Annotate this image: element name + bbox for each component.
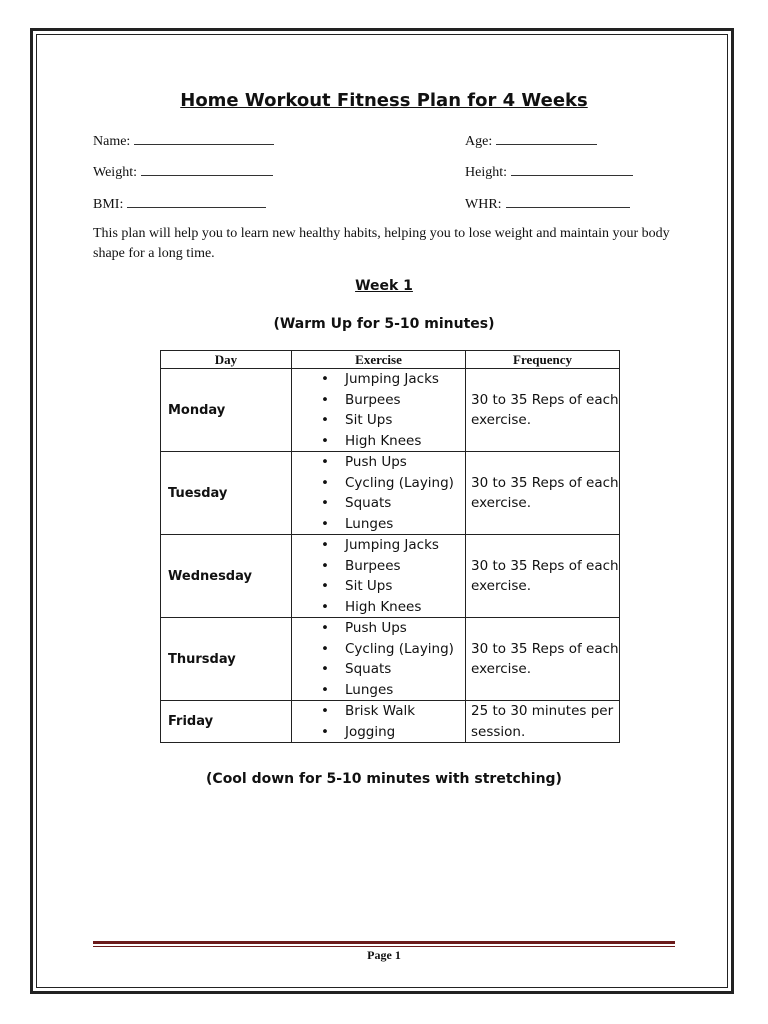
frequency-cell: 25 to 30 minutes per session. xyxy=(466,701,620,743)
name-blank[interactable] xyxy=(134,131,274,145)
exercise-cell xyxy=(292,535,466,618)
exercise-list xyxy=(292,369,465,451)
exercise-cell xyxy=(292,618,466,701)
name-field[interactable] xyxy=(93,131,274,150)
exercise-item: • Jumping Jacks xyxy=(345,535,465,556)
exercise-item: • High Knees xyxy=(345,597,465,618)
exercise-item: • Squats xyxy=(345,659,465,680)
exercise-item: • Brisk Walk xyxy=(345,701,465,722)
table-row xyxy=(161,452,620,535)
frequency-cell: 30 to 35 Reps of each exercise. xyxy=(466,452,620,535)
exercise-item: • Sit Ups xyxy=(345,410,465,431)
bmi-blank[interactable] xyxy=(127,194,266,208)
table-row xyxy=(161,535,620,618)
exercise-item: • Lunges xyxy=(345,680,465,701)
header-frequency: Frequency xyxy=(466,351,620,369)
cool-down-note: (Cool down for 5-10 minutes with stretching) xyxy=(206,771,562,787)
exercise-item: • Jogging xyxy=(345,722,465,743)
table-header-row xyxy=(161,351,620,369)
name-label: Name: xyxy=(93,134,131,149)
exercise-item: • Push Ups xyxy=(345,452,465,473)
exercise-item: • Cycling (Laying) xyxy=(345,639,465,660)
whr-label: WHR: xyxy=(465,197,502,212)
table-row xyxy=(161,618,620,701)
table-row xyxy=(161,701,620,743)
whr-field[interactable] xyxy=(465,194,630,213)
exercise-cell xyxy=(292,452,466,535)
exercise-list xyxy=(292,618,465,700)
exercise-item: • Squats xyxy=(345,493,465,514)
warm-up-note: (Warm Up for 5-10 minutes) xyxy=(273,316,495,332)
frequency-cell: 30 to 35 Reps of each exercise. xyxy=(466,369,620,452)
bmi-label: BMI: xyxy=(93,197,124,212)
weight-field[interactable] xyxy=(93,162,273,181)
whr-blank[interactable] xyxy=(506,194,630,208)
day-cell: Thursday xyxy=(161,618,292,701)
bmi-field[interactable] xyxy=(93,194,266,213)
workout-table xyxy=(160,350,620,743)
day-cell: Friday xyxy=(161,701,292,743)
exercise-cell xyxy=(292,701,466,743)
exercise-item: • Cycling (Laying) xyxy=(345,473,465,494)
day-cell: Wednesday xyxy=(161,535,292,618)
exercise-list xyxy=(292,535,465,617)
weight-label: Weight: xyxy=(93,165,137,180)
day-cell: Monday xyxy=(161,369,292,452)
exercise-item: • High Knees xyxy=(345,431,465,452)
exercise-item: • Burpees xyxy=(345,390,465,411)
exercise-list xyxy=(292,701,465,742)
age-field[interactable] xyxy=(465,131,597,150)
exercise-item: • Burpees xyxy=(345,556,465,577)
height-field[interactable] xyxy=(465,162,633,181)
exercise-item: • Sit Ups xyxy=(345,576,465,597)
weight-blank[interactable] xyxy=(141,162,273,176)
height-label: Height: xyxy=(465,165,507,180)
page-number: Page 1 xyxy=(367,948,401,962)
exercise-item: • Lunges xyxy=(345,514,465,535)
day-cell: Tuesday xyxy=(161,452,292,535)
intro-paragraph: This plan will help you to learn new healthy habits, helping you to lose weight and maintain your body shape for a long time. xyxy=(93,226,670,261)
age-blank[interactable] xyxy=(496,131,597,145)
footer-rule-thick xyxy=(93,941,675,944)
table-row xyxy=(161,369,620,452)
document-title: Home Workout Fitness Plan for 4 Weeks xyxy=(180,90,588,111)
exercise-cell xyxy=(292,369,466,452)
height-blank[interactable] xyxy=(511,162,633,176)
exercise-list xyxy=(292,452,465,534)
week-heading: Week 1 xyxy=(355,278,413,294)
frequency-cell: 30 to 35 Reps of each exercise. xyxy=(466,535,620,618)
frequency-cell: 30 to 35 Reps of each exercise. xyxy=(466,618,620,701)
exercise-item: • Jumping Jacks xyxy=(345,369,465,390)
exercise-item: • Push Ups xyxy=(345,618,465,639)
header-day: Day xyxy=(161,351,292,369)
header-exercise: Exercise xyxy=(292,351,466,369)
age-label: Age: xyxy=(465,134,493,149)
footer-rule-thin xyxy=(93,946,675,947)
